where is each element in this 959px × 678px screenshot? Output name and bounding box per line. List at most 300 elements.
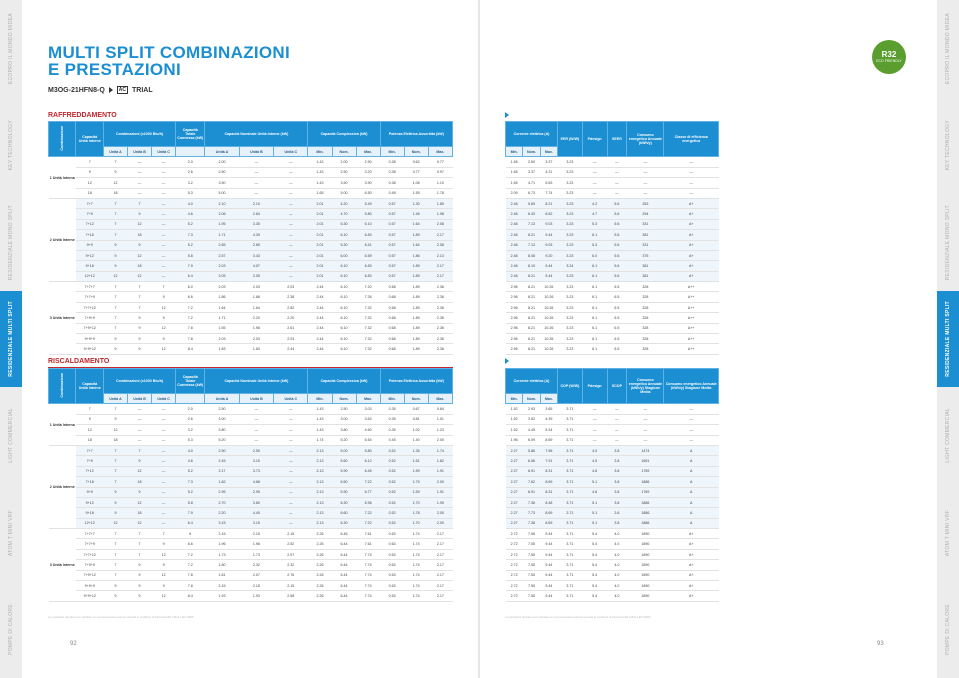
cell: 3.23 [558, 334, 583, 344]
cell: — [128, 425, 152, 435]
cell: 6.5 [607, 344, 627, 354]
subheader: Nom. [404, 394, 428, 404]
cell: 2.27 [506, 497, 523, 507]
cell: 2.36 [428, 313, 452, 323]
cell: 1.64 [404, 219, 428, 229]
cell: 5.34 [540, 425, 557, 435]
cell: 2.50 [205, 404, 239, 414]
cell: 3.71 [558, 539, 583, 549]
cell: 7 [128, 302, 152, 312]
cell: 1.02 [404, 425, 428, 435]
cell: 1.89 [404, 282, 428, 292]
subheader: Min. [380, 147, 404, 157]
cell: 6.44 [332, 560, 356, 570]
cell: — [274, 167, 308, 177]
cell: 2.01 [308, 209, 332, 219]
cell: 1.55 [404, 188, 428, 198]
cell: 5.30 [332, 219, 356, 229]
cell: 2.32 [274, 560, 308, 570]
cell: 2.96 [506, 302, 523, 312]
cell: 1890 [627, 529, 664, 539]
cell: 2.52 [274, 539, 308, 549]
subheader [176, 394, 205, 404]
cell: 1.89 [428, 198, 452, 208]
cell: 2.61 [274, 323, 308, 333]
cell: 8.21 [523, 282, 540, 292]
cell: — [152, 445, 176, 455]
cell: 7 [103, 209, 127, 219]
cell: 6.50 [356, 188, 380, 198]
cell: — [152, 271, 176, 281]
cell: 6.44 [332, 539, 356, 549]
cell: — [128, 178, 152, 188]
subheader: Unità C [274, 394, 308, 404]
cell: 2.44 [308, 334, 332, 344]
cell: 5.2 [176, 466, 205, 476]
cell: 375 [627, 250, 664, 260]
cell: 2.20 [274, 313, 308, 323]
heating-table-right [505, 368, 719, 602]
cell: 2.26 [308, 581, 332, 591]
side-tab-1[interactable] [0, 97, 22, 194]
side-tab-5[interactable] [937, 484, 959, 581]
cell: 1.89 [404, 292, 428, 302]
cell: 0.63 [380, 539, 404, 549]
cell: 3.15 [239, 518, 273, 528]
cell: 5.20 [205, 435, 239, 445]
side-tab-0[interactable] [937, 0, 959, 97]
cell: 7.74 [356, 560, 380, 570]
cell: 9.44 [540, 549, 557, 559]
cell: 2.95 [205, 487, 239, 497]
table-row [506, 292, 719, 302]
cell: — [128, 435, 152, 445]
cell: 2.01 [308, 261, 332, 271]
side-tab-0[interactable] [0, 0, 22, 97]
header-combination: Combinazione [49, 369, 76, 404]
cell: 7.2 [176, 549, 205, 559]
cell: A+ [664, 581, 719, 591]
cell: 5.90 [332, 487, 356, 497]
table-row [506, 487, 719, 497]
cell: 3.71 [558, 456, 583, 466]
cell: 3.65 [540, 404, 557, 414]
cell: 1.96 [239, 539, 273, 549]
cell: 1.75 [404, 477, 428, 487]
cell: — [607, 435, 627, 445]
table-row [506, 219, 719, 229]
cell: 1.96 [506, 435, 523, 445]
side-tab-5[interactable] [0, 484, 22, 581]
cell: 5.86 [523, 445, 540, 455]
cell: 2.46 [506, 198, 523, 208]
subheader: Min. [506, 147, 523, 157]
cell: 3.00 [332, 414, 356, 424]
cell: 9+9 [76, 487, 103, 497]
cell: 7 [103, 549, 127, 559]
cell: 5.1 [582, 497, 607, 507]
cell: 12 [152, 344, 176, 354]
cell: 7.26 [356, 292, 380, 302]
cell: 12 [128, 466, 152, 476]
table-row [49, 581, 453, 591]
cell: 6.10 [332, 230, 356, 240]
subheader: Unità A [103, 147, 127, 157]
cell: 7 [103, 157, 127, 167]
cell: — [152, 178, 176, 188]
cell: — [274, 425, 308, 435]
table-row [506, 313, 719, 323]
cell: 4.0 [176, 445, 205, 455]
cell: 12 [152, 591, 176, 601]
table-row [49, 230, 453, 240]
cell: — [274, 271, 308, 281]
cell: 4.0 [607, 539, 627, 549]
side-tab-1[interactable] [937, 97, 959, 194]
cell: 8.21 [523, 302, 540, 312]
cell: 0.63 [380, 570, 404, 580]
cell: 2.13 [308, 445, 332, 455]
table-row [49, 445, 453, 455]
cell: A [664, 487, 719, 497]
cell: 2.13 [308, 466, 332, 476]
cell: 4.0 [607, 529, 627, 539]
subheader: Unità B [128, 394, 152, 404]
cell: 1.64 [239, 302, 273, 312]
cell: 7.2 [176, 560, 205, 570]
cell: 3.2 [176, 425, 205, 435]
cell: 5.3 [176, 188, 205, 198]
cell: 9 [76, 414, 103, 424]
cell: 8.31 [540, 466, 557, 476]
cell: 4.0 [582, 445, 607, 455]
cell: 7+7+9 [76, 292, 103, 302]
cell: 2.27 [506, 477, 523, 487]
cell: — [274, 508, 308, 518]
cell: 9 [76, 167, 103, 177]
side-tab-3[interactable] [0, 291, 22, 388]
cell: 1.73 [239, 549, 273, 559]
cell: 6.5 [607, 323, 627, 333]
cell: 4.07 [239, 261, 273, 271]
subheader [176, 147, 205, 157]
cell: 2.90 [356, 157, 380, 167]
cell: 2.50 [205, 167, 239, 177]
cell: 3.23 [558, 271, 583, 281]
cell: — [152, 414, 176, 424]
cell: 3.2 [176, 178, 205, 188]
cell: 9 [128, 591, 152, 601]
cell: — [152, 518, 176, 528]
cell: 3.23 [558, 313, 583, 323]
cell: 0.77 [428, 157, 452, 167]
cell: — [274, 414, 308, 424]
cell: 2.46 [506, 209, 523, 219]
cell: A+ [664, 261, 719, 271]
cell: 2.13 [308, 497, 332, 507]
table-row [506, 456, 719, 466]
side-tab-6[interactable] [0, 581, 22, 678]
cell: 0.97 [428, 167, 452, 177]
cell: — [152, 209, 176, 219]
cell: 1.01 [428, 414, 452, 424]
cell: 2.01 [308, 240, 332, 250]
table-row [49, 425, 453, 435]
cell: 8.19 [523, 261, 540, 271]
cell: 9 [128, 334, 152, 344]
cell: 7.20 [356, 282, 380, 292]
cell: 6.10 [356, 219, 380, 229]
table-row [49, 302, 453, 312]
cell: 2.13 [308, 477, 332, 487]
cell: 1.83 [239, 344, 273, 354]
cell: 2.17 [428, 539, 452, 549]
cell: 9 [103, 167, 127, 177]
cell: 2.15 [239, 529, 273, 539]
cell: A+ [664, 570, 719, 580]
table-row [49, 250, 453, 260]
cell: 7+9 [76, 456, 103, 466]
cell: 3.35 [239, 219, 273, 229]
table-row [506, 282, 719, 292]
cell: 9+9+9 [76, 581, 103, 591]
cell: 328 [627, 292, 664, 302]
side-tab-label: RESIDENZIALE MONO SPLIT [945, 204, 951, 280]
cell: — [239, 435, 273, 445]
cell: 4.39 [540, 414, 557, 424]
cell: 3.71 [558, 466, 583, 476]
cell: 6.33 [523, 209, 540, 219]
cell: 0.62 [404, 157, 428, 167]
cell: 12 [152, 549, 176, 559]
cell: 3.71 [558, 425, 583, 435]
cell: 3.05 [205, 271, 239, 281]
cell: 7.56 [523, 529, 540, 539]
cell: 6.12 [356, 456, 380, 466]
cell: — [152, 157, 176, 167]
cell: 3.03 [356, 404, 380, 414]
cell: 2.44 [308, 344, 332, 354]
cell: 7.2 [176, 302, 205, 312]
cell: 1.74 [404, 591, 428, 601]
cell: 4.60 [356, 425, 380, 435]
cell: 2.03 [274, 334, 308, 344]
cell: 18 [128, 230, 152, 240]
cell: 0.68 [380, 313, 404, 323]
header-consumption: Consumo energetico Annuale (kWh/y) Stagione Media [627, 369, 664, 404]
cell: 7.74 [356, 549, 380, 559]
cell: 2.50 [205, 445, 239, 455]
cell: 3.15 [239, 456, 273, 466]
table-row [49, 508, 453, 518]
cell: 7 [152, 282, 176, 292]
cell: 2.72 [506, 529, 523, 539]
cell: 6.54 [356, 435, 380, 445]
cell: 5.30 [332, 240, 356, 250]
cell: A+ [664, 198, 719, 208]
cell: 9 [103, 508, 127, 518]
table-row [49, 334, 453, 344]
cell: 7.13 [523, 240, 540, 250]
side-tab-4[interactable] [937, 387, 959, 484]
cell: 7+7+7 [76, 529, 103, 539]
cell: 18 [103, 435, 127, 445]
header-current: Corrente elettrica (A) [506, 369, 558, 394]
cell: 9 [152, 539, 176, 549]
cell: 5.6 [607, 219, 627, 229]
cell: 9 [103, 344, 127, 354]
cell: 2.46 [506, 230, 523, 240]
cell: 1886 [627, 497, 664, 507]
cell: 7 [103, 313, 127, 323]
cell: 18 [76, 435, 103, 445]
cell: 9 [128, 560, 152, 570]
cell: 12 [152, 570, 176, 580]
cell: — [239, 178, 273, 188]
cell: 1769 [627, 487, 664, 497]
cell: 2.6 [176, 414, 205, 424]
cell: 2.65 [205, 240, 239, 250]
cell: 2.46 [506, 240, 523, 250]
cell: 9.44 [540, 581, 557, 591]
cell: 7.38 [523, 497, 540, 507]
page-number-left: 92 [70, 641, 77, 647]
table-row [49, 292, 453, 302]
cell: 2.96 [506, 323, 523, 333]
cell: 0.68 [380, 344, 404, 354]
cell: 1.65 [308, 188, 332, 198]
cell: 7+7+7 [76, 282, 103, 292]
cell: 4.0 [607, 581, 627, 591]
cell: — [582, 404, 607, 414]
cell: 0.77 [404, 167, 428, 177]
cell: 9 [128, 570, 152, 580]
cell: 2.00 [332, 157, 356, 167]
cell: 2.36 [428, 302, 452, 312]
cell: 1886 [627, 477, 664, 487]
cell: 8.21 [523, 344, 540, 354]
cell: — [664, 157, 719, 167]
subheader: Unità A [103, 394, 127, 404]
cell: 7.61 [356, 529, 380, 539]
side-tab-2[interactable] [0, 194, 22, 291]
page-title: MULTI SPLIT COMBINAZIONI E PRESTAZIONI [48, 43, 291, 79]
cell: 7.3 [176, 230, 205, 240]
table-row [49, 466, 453, 476]
cell: — [274, 487, 308, 497]
cell: 5.6 [607, 230, 627, 240]
cell: 9 [128, 240, 152, 250]
cell: 8.69 [540, 477, 557, 487]
cell: 5.1 [582, 508, 607, 518]
side-tab-label: ECOPRO IL MONDO MIDEA [945, 12, 951, 84]
cell: 1890 [627, 549, 664, 559]
cell: 9 [152, 292, 176, 302]
cell: 0.52 [380, 518, 404, 528]
cell: 10.26 [540, 313, 557, 323]
side-tab-4[interactable] [0, 387, 22, 484]
cell: 7.55 [523, 570, 540, 580]
cell: — [664, 178, 719, 188]
cell: 3.90 [356, 178, 380, 188]
cell: 1.43 [308, 414, 332, 424]
cell: 7.8 [176, 334, 205, 344]
side-tab-2[interactable] [937, 194, 959, 291]
cell: 2.26 [308, 529, 332, 539]
table-row [506, 414, 719, 424]
cell: — [152, 456, 176, 466]
cell: — [664, 414, 719, 424]
cell: 328 [627, 334, 664, 344]
cell: 5.90 [332, 466, 356, 476]
table-row [506, 435, 719, 445]
cell: 6.4 [176, 271, 205, 281]
cell: 2.38 [274, 292, 308, 302]
cell: 7 [128, 529, 152, 539]
subheader: Unità A [205, 147, 239, 157]
cell: 2.93 [523, 404, 540, 414]
cell: 9 [128, 323, 152, 333]
cell: 6.09 [523, 435, 540, 445]
cell: — [152, 188, 176, 198]
cell: 2.17 [428, 570, 452, 580]
cell: A++ [664, 344, 719, 354]
side-tab-3[interactable] [937, 291, 959, 388]
cell: 1769 [627, 466, 664, 476]
cell: 0.68 [380, 323, 404, 333]
cell: 328 [627, 282, 664, 292]
table-row [49, 271, 453, 281]
cell: — [274, 435, 308, 445]
side-tab-label: ECOPRO IL MONDO MIDEA [8, 12, 14, 84]
cell: 9 [103, 414, 127, 424]
cell: 2.50 [332, 404, 356, 414]
cell: 2.72 [506, 539, 523, 549]
cell: 1.80 [205, 560, 239, 570]
subheader: Max. [540, 147, 557, 157]
cell: 6.4 [176, 518, 205, 528]
cell: 1.74 [404, 560, 428, 570]
cell: 0.52 [380, 508, 404, 518]
subheader: Nom. [404, 147, 428, 157]
cell: 5.60 [332, 456, 356, 466]
cell: 2.06 [205, 209, 239, 219]
cell: 328 [627, 344, 664, 354]
cell: 3.23 [558, 219, 583, 229]
cell: 6.10 [332, 302, 356, 312]
cell: 2.15 [274, 581, 308, 591]
footnote-right: Le prestazioni riportate sono calcolate con una temperatura esterna secondo le condizioni di riferimento EN 14511 e EN 14825 [505, 616, 651, 619]
table-row [506, 178, 719, 188]
cell: A [664, 518, 719, 528]
cell: 1.89 [404, 302, 428, 312]
cell: 1.89 [404, 323, 428, 333]
table-row [49, 198, 453, 208]
cell: A+ [664, 560, 719, 570]
cell: 12 [76, 178, 103, 188]
cell: 2.36 [428, 292, 452, 302]
cell: — [128, 414, 152, 424]
side-tab-6[interactable] [937, 581, 959, 678]
model-code: M3OG-21HFN8-Q [48, 86, 105, 94]
cell: 3.71 [558, 570, 583, 580]
cell: 8.21 [523, 271, 540, 281]
cell: 3.23 [558, 292, 583, 302]
cell: 4.0 [176, 198, 205, 208]
cell: 18 [128, 261, 152, 271]
cell: 18 [128, 477, 152, 487]
cell: 3.23 [558, 209, 583, 219]
